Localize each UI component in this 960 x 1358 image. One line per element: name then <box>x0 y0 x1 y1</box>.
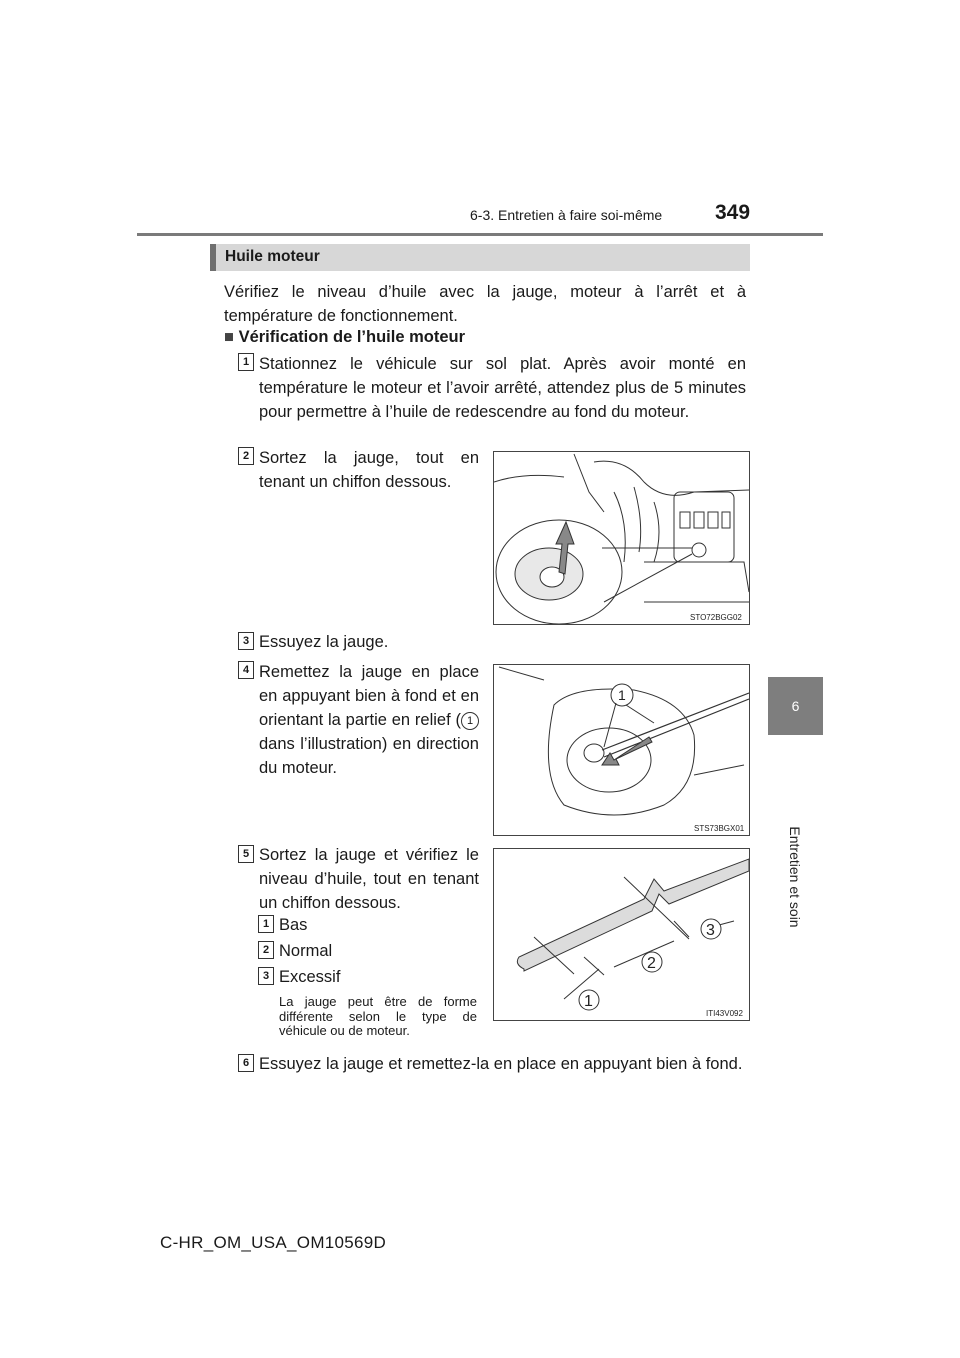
shape-note: La jauge peut être de forme différente selon le type de véhicule ou de moteur. <box>279 994 477 1038</box>
illustration-2-callout: 1 <box>618 687 626 703</box>
level-label-excessive: Excessif <box>279 968 341 986</box>
step-6-text: Essuyez la jauge et remettez-la en place en appuyant bien à fond. <box>259 1055 743 1073</box>
step-number-5: 5 <box>238 845 254 863</box>
header-section-title: 6-3. Entretien à faire soi-même <box>470 207 663 223</box>
section-title-bar <box>210 244 750 271</box>
callout-low: 1 <box>584 993 593 1010</box>
subheading-bullet: ■ <box>224 328 234 346</box>
level-label-normal: Normal <box>279 942 333 960</box>
illustration-3-code: ITI43V092 <box>706 1009 743 1018</box>
level-number-1: 1 <box>258 915 274 933</box>
header-rule <box>137 233 823 236</box>
chapter-number: 6 <box>791 698 800 714</box>
dipstick-insert-drawing <box>494 665 749 835</box>
chapter-title-text: Entretien et soin <box>787 826 803 928</box>
illustration-dipstick-removal <box>493 451 750 625</box>
step-4-text <box>259 660 479 780</box>
step-1-text: Stationnez le véhicule sur sol plat. Après avoir monté en température le moteur et l’avoir arrêté, attendez plus de 5 minutes pour permettre à l’huile de redescendre au fond du moteur. <box>259 355 746 421</box>
level-label-low: Bas <box>279 916 308 934</box>
step-3-text: Essuyez la jauge. <box>259 633 389 651</box>
illustration-dipstick-insert <box>493 664 750 836</box>
chapter-tab <box>768 677 823 735</box>
chapter-tab-title <box>760 742 830 1012</box>
dipstick-levels-drawing <box>494 849 749 1020</box>
illustration-1-code: STO72BGG02 <box>690 613 742 622</box>
step-2-text: Sortez la jauge, tout en tenant un chiffon dessous. <box>259 449 479 491</box>
callout-excessive: 3 <box>706 922 715 939</box>
step-number-6: 6 <box>238 1054 254 1072</box>
step-4-text-a: Remettez la jauge en place en appuyant bien à fond et en orientant la partie en relief ( <box>259 663 479 729</box>
level-number-3: 3 <box>258 967 274 985</box>
engine-bay-drawing <box>494 452 749 624</box>
footer-doc-code: C-HR_OM_USA_OM10569D <box>160 1233 387 1252</box>
subheading-text: Vérification de l’huile moteur <box>238 328 466 346</box>
illustration-dipstick-levels <box>493 848 750 1021</box>
step-number-4: 4 <box>238 661 254 679</box>
intro-paragraph: Vérifiez le niveau d’huile avec la jauge, moteur à l’arrêt et à température de fonctionnement. <box>224 283 746 325</box>
section-title: Huile moteur <box>225 248 320 265</box>
callout-normal: 2 <box>647 955 656 972</box>
page-number: 349 <box>715 201 751 224</box>
level-number-2: 2 <box>258 941 274 959</box>
callout-1-inline: 1 <box>461 712 479 730</box>
step-5-text: Sortez la jauge et vérifiez le niveau d’huile, tout en tenant un chiffon dessous. <box>259 846 479 912</box>
step-number-3: 3 <box>238 632 254 650</box>
step-number-1: 1 <box>238 353 254 371</box>
step-number-2: 2 <box>238 447 254 465</box>
illustration-2-code: STS73BGX01 <box>694 824 745 833</box>
subheading <box>224 328 465 347</box>
step-4-text-b: dans l’illustration) en direction du moteur. <box>259 735 479 777</box>
